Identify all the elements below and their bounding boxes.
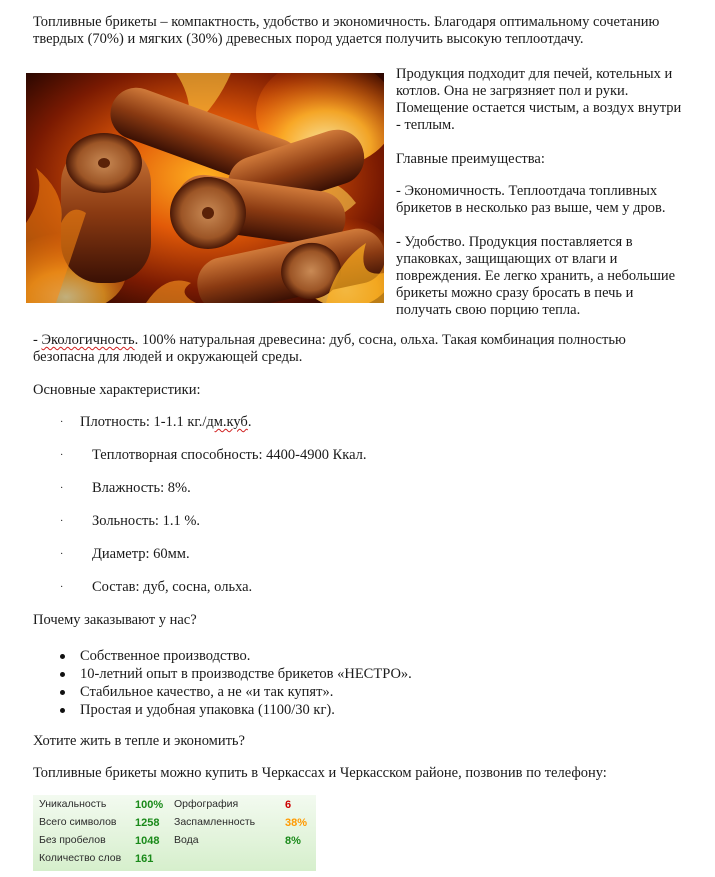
stat-label: Вода — [174, 834, 199, 846]
stat-label: Орфография — [174, 798, 239, 810]
characteristics-heading: Основные характеристики: — [33, 382, 201, 398]
advantage-convenience: - Удобство. Продукция поставляется в упаковках, защищающих от влаги и повреждения. Ее легко хранить, а небольшие брикеты можно сразу бросать в печь и получать свою порцию тепла. — [396, 234, 676, 318]
spellcheck-underline-word: Экологичность — [41, 332, 135, 348]
text-stats-panel — [33, 795, 316, 871]
cta-text: Хотите жить в тепле и экономить? — [33, 733, 245, 749]
stat-label: Всего символов — [39, 816, 117, 828]
stat-value: 100% — [135, 799, 164, 811]
list-item: 10-летний опыт в производстве брикетов «НЕСТРО». — [58, 665, 412, 683]
characteristic-item: · Плотность: 1-1.1 кг./дм.куб. — [60, 414, 252, 430]
why-list — [58, 647, 412, 719]
advantage-economy: - Экономичность. Теплоотдача топливных брикетов в несколько раз выше, чем у дров. — [396, 183, 666, 216]
intro-paragraph: Топливные брикеты – компактность, удобство и экономичность. Благодаря оптимальному сочетанию твердых (70%) и мягких (30%) древесных пород удается получить высокую теплоотдачу. — [33, 14, 660, 47]
stat-value: 38% — [285, 817, 308, 829]
list-item: Собственное производство. — [58, 647, 412, 665]
stat-value: 1048 — [135, 835, 160, 847]
stat-value: 161 — [135, 853, 154, 865]
characteristic-item: · Теплотворная способность: 4400-4900 Ккал. — [60, 447, 367, 463]
stat-value: 6 — [285, 799, 292, 811]
advantage-ecology: - Экологичность. 100% натуральная древесина: дуб, сосна, ольха. Такая комбинация полностью безопасна для людей и окружающей среды. — [33, 332, 626, 365]
advantages-heading: Главные преимущества: — [396, 151, 545, 167]
stat-value: 8% — [285, 835, 301, 847]
characteristic-item: · Диаметр: 60мм. — [60, 546, 190, 562]
suitability-paragraph: Продукция подходит для печей, котельных и котлов. Она не загрязняет пол и руки. Помещение остается чистым, а воздух внутри - теплым. — [396, 66, 682, 133]
characteristic-item: · Влажность: 8%. — [60, 480, 191, 496]
why-heading: Почему заказывают у нас? — [33, 612, 197, 628]
stat-label: Уникальность — [39, 798, 107, 810]
stat-label: Заспамленность — [174, 816, 256, 828]
list-item: Стабильное качество, а не «и так купят». — [58, 683, 412, 701]
stat-label: Без пробелов — [39, 834, 106, 846]
stat-label: Количество слов — [39, 852, 122, 864]
characteristic-item: · Зольность: 1.1 %. — [60, 513, 201, 529]
characteristic-item: · Состав: дуб, сосна, ольха. — [60, 579, 253, 595]
list-item: Простая и удобная упаковка (1100/30 кг). — [58, 701, 412, 719]
purchase-text: Топливные брикеты можно купить в Черкассах и Черкасском районе, позвонив по телефону: — [33, 765, 607, 781]
burning-briquettes-photo — [26, 73, 384, 303]
stat-value: 1258 — [135, 817, 160, 829]
